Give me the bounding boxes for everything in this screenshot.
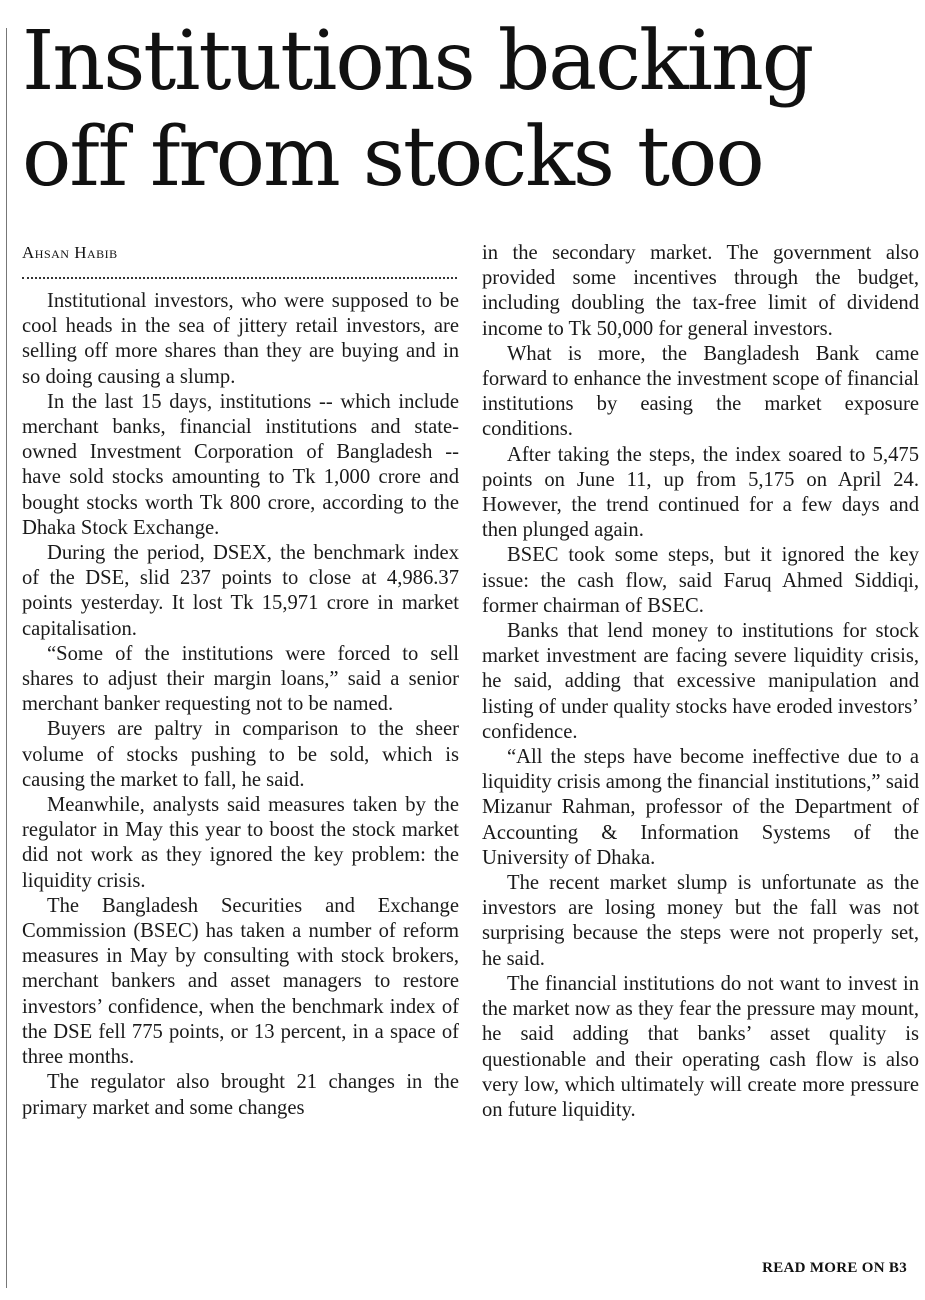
paragraph: During the period, DSEX, the benchmark index of the DSE, slid 237 points to close at 4,986.37 points yesterday. It lost Tk 15,971 crore in market capitalisation.	[22, 542, 459, 640]
read-more-jump-line: READ MORE ON B3	[762, 1260, 907, 1276]
byline-divider	[22, 277, 457, 279]
paragraph: Banks that lend money to institutions for stock market investment are facing severe liquidity crisis, he said, adding that excessive manipulation and listing of under quality stocks have eroded investors’ confidence.	[482, 620, 919, 743]
paragraph: “All the steps have become ineffective due to a liquidity crisis among the financial institutions,” said Mizanur Rahman, professor of the Department of Accounting & Information Systems of the University of Dhaka.	[482, 746, 919, 869]
paragraph: After taking the steps, the index soared to 5,475 points on June 11, up from 5,175 on April 24. However, the trend continued for a few days and then plunged again.	[482, 443, 919, 542]
paragraph: The recent market slump is unfortunate as the investors are losing money but the fall was not surprising because the steps were not properly set, he said.	[482, 872, 919, 970]
paragraph: “Some of the institutions were forced to sell shares to adjust their margin loans,” said a senior merchant banker requesting not to be named.	[22, 642, 459, 716]
paragraph: In the last 15 days, institutions -- which include merchant banks, financial institutions and state-owned Investment Corporation of Bangladesh -- have sold stocks amounting to Tk 1,000 crore and bought stocks worth Tk 800 crore, according to the Dhaka Stock Exchange.	[22, 390, 459, 539]
article-column-left	[22, 289, 459, 1121]
byline: Ahsan Habib	[22, 243, 118, 262]
headline: Institutions backing off from stocks too	[22, 14, 813, 205]
paragraph: Meanwhile, analysts said measures taken by the regulator in May this year to boost the stock market did not work as they ignored the key problem: the liquidity crisis.	[22, 794, 459, 892]
paragraph: The financial institutions do not want to invest in the market now as they fear the pressure may mount, he said adding that banks’ asset quality is questionable and their operating cash flow is also very low, which ultimately will create more pressure on future liquidity.	[482, 972, 919, 1121]
paragraph: Institutional investors, who were supposed to be cool heads in the sea of jittery retail investors, are selling off more shares than they are buying and in so doing causing a slump.	[22, 290, 459, 388]
paragraph: Buyers are paltry in comparison to the sheer volume of stocks pushing to be sold, which is causing the market to fall, he said.	[22, 718, 459, 791]
paragraph: in the secondary market. The government also provided some incentives through the budget, including doubling the tax-free limit of dividend income to Tk 50,000 for general investors.	[482, 242, 919, 340]
paragraph: BSEC took some steps, but it ignored the key issue: the cash flow, said Faruq Ahmed Siddiqi, former chairman of BSEC.	[482, 544, 919, 617]
paragraph: The regulator also brought 21 changes in the primary market and some changes	[22, 1071, 459, 1119]
paragraph: The Bangladesh Securities and Exchange Commission (BSEC) has taken a number of reform measures in May by consulting with stock brokers, merchant bankers and asset managers to restore investors’ confidence, when the benchmark index of the DSE fell 775 points, or 13 percent, in a space of three months.	[22, 894, 459, 1069]
column-rule	[6, 28, 7, 1288]
paragraph: What is more, the Bangladesh Bank came forward to enhance the investment scope of financial institutions by easing the market exposure conditions.	[482, 342, 919, 441]
article-column-right	[482, 241, 919, 1123]
